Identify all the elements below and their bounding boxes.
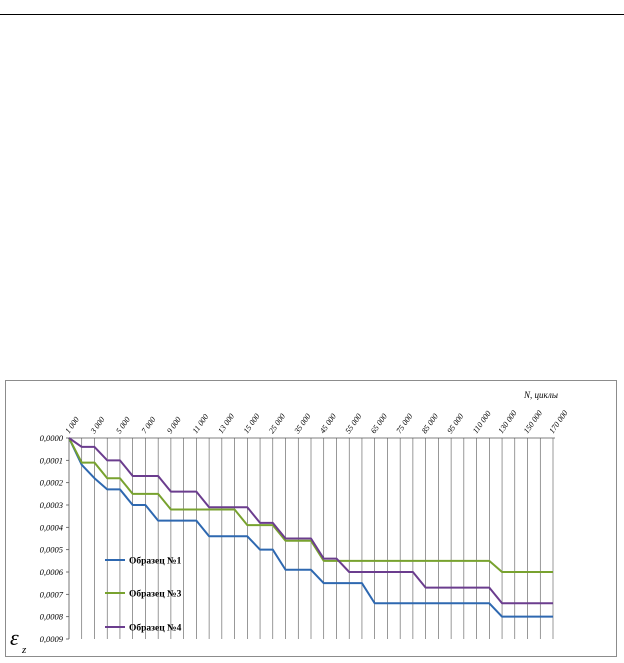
x-tick-label: 15 000 [241,411,262,436]
x-tick-label: 9 000 [165,415,183,436]
x-tick-label: 45 000 [318,411,338,436]
x-tick-label: 7 000 [139,415,158,436]
x-tick-label: 5 000 [114,415,132,436]
x-tick-label: 85 000 [419,411,440,436]
y-tick-label: 0,0007 [39,589,63,600]
x-axis-title: N, циклы [524,390,558,400]
x-tick-label: 13 000 [216,411,237,436]
x-tick-label: 95 000 [445,411,466,436]
y-tick-label: 0,0006 [39,567,63,577]
x-tick-label: 55 000 [343,411,364,436]
x-tick-label: 35 000 [292,411,313,436]
y-tick-label: 0,0003 [39,500,63,510]
y-tick-labels [40,433,69,644]
vertical-gridlines [82,438,553,639]
legend-label: Образец №1 [129,556,182,567]
y-axis-subscript: z [22,644,27,656]
y-tick-label: 0,0008 [39,611,63,622]
y-tick-label: 0,0009 [39,634,63,644]
x-tick-label: 170 000 [547,408,570,436]
x-tick-label: 110 000 [470,409,493,436]
legend-label: Образец №3 [129,589,182,600]
strain-vs-cycles-chart [6,381,616,656]
x-tick-labels [63,409,569,436]
x-tick-label: 25 000 [267,411,288,436]
y-tick-label: 0,0005 [39,544,63,555]
x-tick-label: 75 000 [394,411,415,436]
chart-frame [5,380,617,657]
y-tick-label: 0,0001 [39,455,63,466]
y-tick-label: 0,0002 [39,477,63,488]
x-tick-label: 130 000 [496,408,519,436]
legend-label: Образец №4 [129,623,182,634]
legend [105,556,182,634]
y-tick-label: 0,0000 [39,433,63,443]
x-tick-label: 3 000 [88,415,107,436]
page-top-rule [0,14,624,15]
y-axis-title: ε [10,625,19,650]
y-tick-label: 0,0004 [39,522,63,533]
x-tick-label: 65 000 [368,411,389,436]
x-tick-label: 11 000 [190,412,211,436]
x-tick-label: 150 000 [521,408,545,436]
x-tick-label: 1 000 [63,415,81,436]
